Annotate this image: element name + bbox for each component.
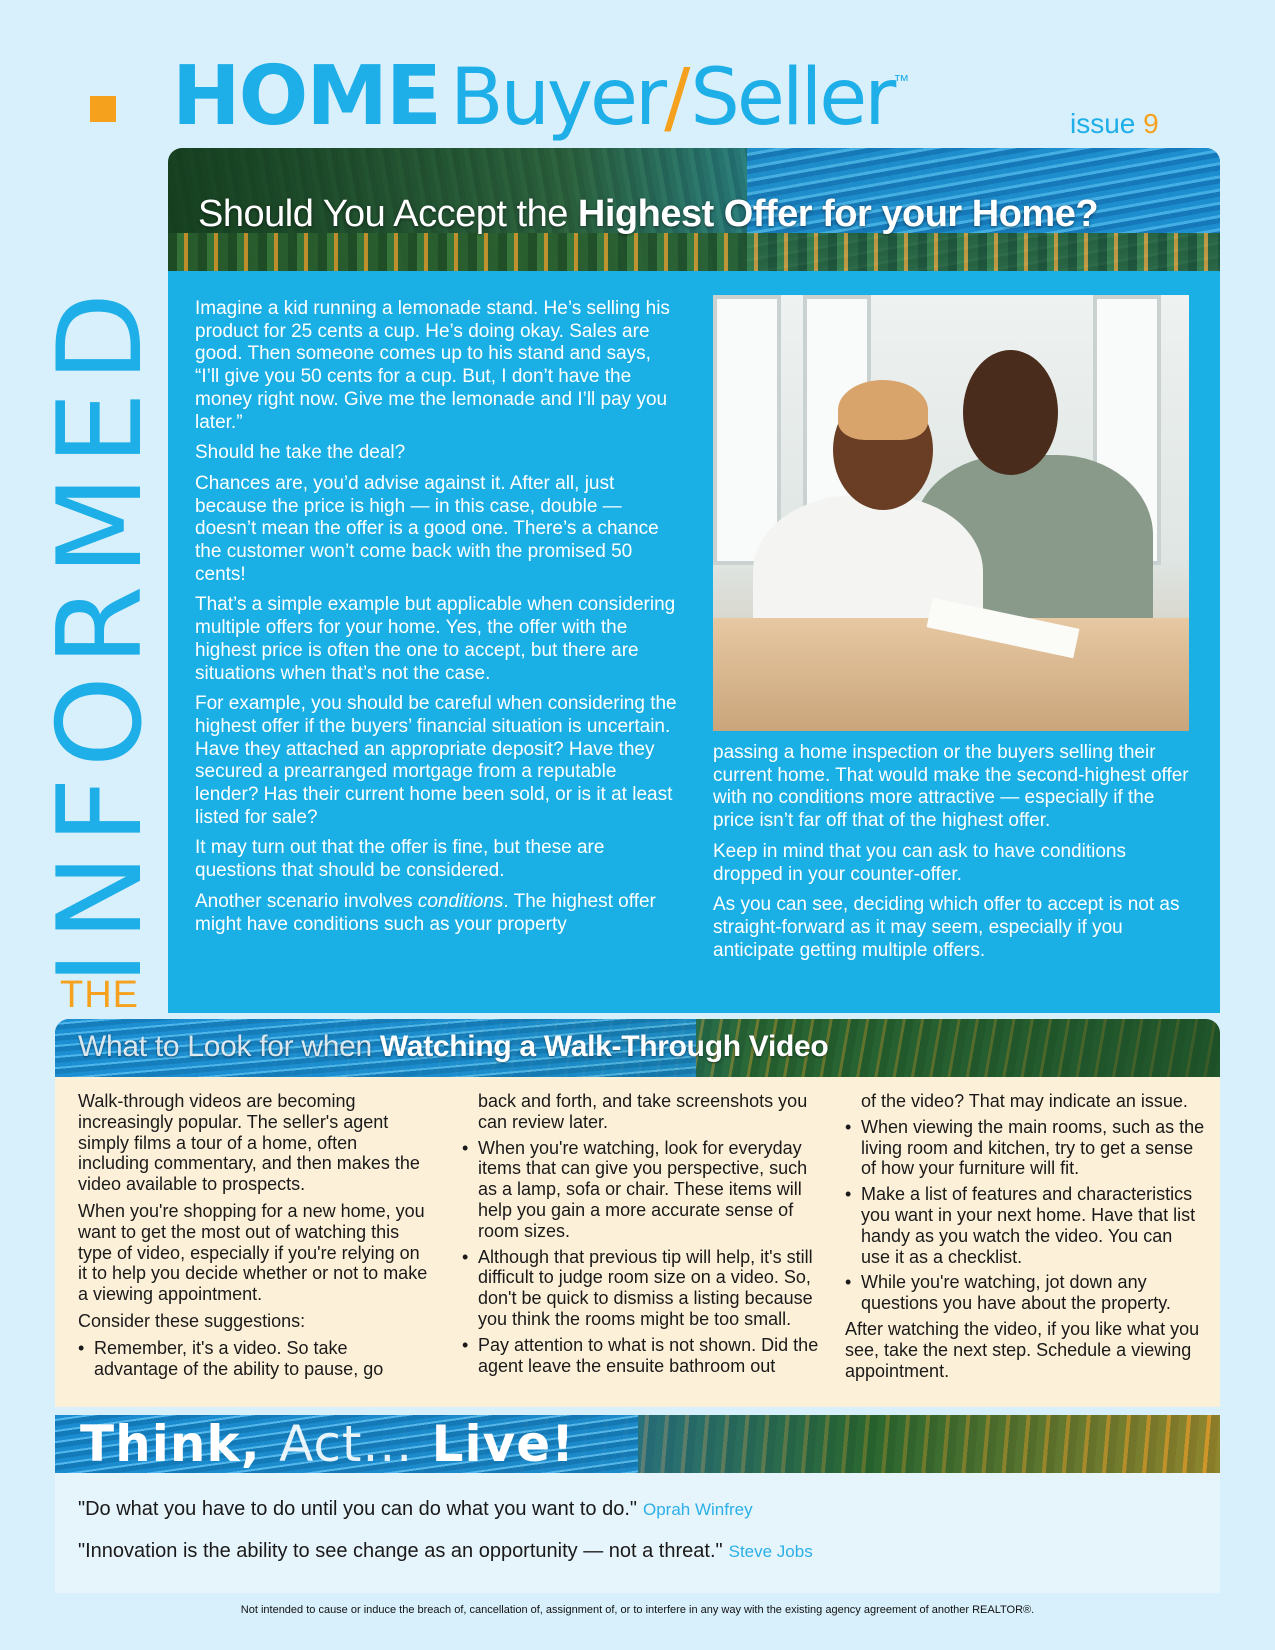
banner-trees <box>168 233 1220 271</box>
walkthrough-column-1 <box>78 1091 428 1384</box>
suggestion-item <box>462 1335 822 1377</box>
suggestion-item <box>845 1272 1205 1314</box>
think-act-live-title <box>80 1414 575 1474</box>
masthead-title <box>172 49 910 144</box>
suggestion-text: back and forth, and take screenshots you can review later. <box>478 1091 808 1132</box>
text-run: Another scenario involves <box>195 890 418 912</box>
photo-woman-hair <box>838 380 928 440</box>
walkthrough-column-3 <box>845 1091 1205 1387</box>
issue-number: 9 <box>1143 108 1159 139</box>
article-paragraph: Should he take the deal? <box>195 442 406 464</box>
suggestion-item <box>462 1138 822 1242</box>
quotes-panel <box>55 1473 1220 1593</box>
suggestion-item <box>845 1117 1205 1179</box>
suggestion-text: Make a list of features and characteristics you want in your next home. Have that list handy as you watch the video. You can use it as a checklist. <box>861 1184 1196 1267</box>
masthead-home: HOME <box>172 49 440 144</box>
walkthrough-column-2 <box>462 1091 822 1381</box>
vertical-informed: INFORMED <box>33 282 168 985</box>
quote-author: Steve Jobs <box>728 1542 813 1561</box>
suggestion-continuation <box>462 1091 822 1133</box>
quote-author: Oprah Winfrey <box>643 1500 753 1519</box>
suggestion-text: While you're watching, jot down any questions you have about the property. <box>861 1272 1171 1314</box>
suggestion-text: Pay attention to what is not shown. Did the agent leave the ensuite bathroom out <box>478 1334 819 1376</box>
trademark: ™ <box>893 73 910 90</box>
article-paragraph: Chances are, you’d advise against it. After all, just because the price is high — in this case, double — doesn’t mean the offer is a good one. There’s a chance the customer won’t come back with the promised 50 cents! <box>195 472 659 585</box>
disclaimer: Not intended to cause or induce the breach of, cancellation of, assignment of, or to interfere in any way with the existing agency agreement of another REALTOR®. <box>240 1604 1035 1616</box>
suggestion-item <box>462 1247 822 1330</box>
walkthrough-title-light: What to Look for when <box>78 1030 380 1063</box>
bullet-icon: • <box>845 1272 852 1293</box>
walkthrough-paragraph: Consider these suggestions: <box>78 1310 306 1331</box>
bullet-icon: • <box>845 1184 852 1205</box>
photo-table <box>713 618 1189 731</box>
walkthrough-title <box>78 1030 828 1064</box>
hero-title <box>198 193 1098 236</box>
suggestion-text: Remember, it's a video. So take advantage of the ability to pause, go <box>94 1337 384 1379</box>
suggestion-item <box>845 1184 1205 1267</box>
article-paragraph: passing a home inspection or the buyers selling their current home. That would make the second-highest offer with no conditions more attractive — especially if the price isn’t far off that of the highest offer. <box>713 742 1189 832</box>
article-column-1 <box>195 298 680 944</box>
walkthrough-paragraph: Walk-through videos are becoming increasingly popular. The seller's agent simply films a tour of a home, often including commentary, and then makes the video available to prospects. <box>78 1091 420 1195</box>
hero-title-bold: Highest Offer for your Home? <box>577 193 1099 235</box>
orange-square-decoration <box>90 96 116 122</box>
act-word: Act... <box>279 1415 414 1473</box>
bullet-icon: • <box>845 1116 852 1137</box>
masthead-seller: Seller <box>690 53 894 143</box>
bullet-icon: • <box>78 1337 85 1358</box>
article-paragraph <box>195 891 680 936</box>
photo-man-head <box>963 350 1058 475</box>
text-run-italic: conditions <box>417 890 504 912</box>
quote-text: "Innovation is the ability to see change as an opportunity — not a threat." <box>78 1540 723 1562</box>
article-paragraph: It may turn out that the offer is fine, but these are questions that should be considered. <box>195 837 605 882</box>
article-column-2 <box>713 742 1193 970</box>
suggestion-item <box>78 1338 428 1380</box>
walkthrough-title-bold: Watching a Walk-Through Video <box>379 1030 829 1063</box>
quote <box>78 1540 813 1563</box>
suggestion-list <box>845 1091 1205 1314</box>
walkthrough-paragraph: When you're shopping for a new home, you want to get the most out of watching this type of video, especially if you're relying on it to help you decide whether or not to make a viewing appointment. <box>78 1200 428 1305</box>
quote-text: "Do what you have to do until you can do what you want to do." <box>78 1498 637 1520</box>
bullet-icon: • <box>462 1246 469 1267</box>
the-word: THE <box>60 974 139 1016</box>
suggestion-list <box>462 1091 822 1376</box>
suggestion-text: When viewing the main rooms, such as the living room and kitchen, try to get a sense of how your furniture will fit. <box>861 1116 1205 1179</box>
suggestion-text: When you're watching, look for everyday items that can give you perspective, such as a lamp, sofa or chair. These items will help you gain a more accurate sense of room sizes. <box>478 1137 808 1241</box>
hero-title-light: Should You Accept the <box>198 193 578 235</box>
think-word: Think, <box>80 1415 280 1473</box>
suggestion-continuation <box>845 1091 1205 1112</box>
suggestion-list <box>78 1338 428 1380</box>
suggestion-text: Although that previous tip will help, it's still difficult to judge room size on a video. So, don't be quick to dismiss a listing because you think the rooms might be too small. <box>478 1246 813 1329</box>
article-paragraph: As you can see, deciding which offer to accept is not as straight-forward as it may seem, especially if you anticipate getting multiple offers. <box>713 894 1180 961</box>
suggestion-text: of the video? That may indicate an issue. <box>861 1091 1188 1111</box>
live-word: Live! <box>413 1415 575 1473</box>
quote <box>78 1498 753 1521</box>
article-paragraph: Keep in mind that you can ask to have conditions dropped in your counter-offer. <box>713 840 1126 885</box>
bullet-icon: • <box>462 1334 469 1355</box>
article-paragraph: That’s a simple example but applicable when considering multiple offers for your home. Yes, the offer with the highest price is often the one to accept, but there are situations when that’s not the case. <box>195 594 676 684</box>
couple-reviewing-documents-photo <box>713 295 1189 731</box>
bullet-icon: • <box>462 1137 469 1158</box>
text-run: . The highest offer might have conditions such as your property <box>195 890 656 935</box>
masthead-buyer: Buyer <box>449 53 665 143</box>
article-paragraph: Imagine a kid running a lemonade stand. He’s selling his product for 25 cents a cup. He’s doing okay. Sales are good. Then someone comes up to his stand and says, “I’ll give you 50 cents for a cup. But, I don’t have the money right now. Give me the lemonade and I’ll pay you later.” <box>195 298 670 433</box>
photo-window <box>713 295 781 565</box>
issue-word: issue <box>1070 108 1136 139</box>
walkthrough-closing: After watching the video, if you like what you see, take the next step. Schedule a viewing appointment. <box>845 1318 1200 1381</box>
article-paragraph: For example, you should be careful when considering the highest offer if the buyers’ financial situation is uncertain. Have they attached an appropriate deposit? Have they secured a prearranged mortgage from a reputable lender? Has their current home been sold, or is it at least listed for sale? <box>195 693 677 828</box>
masthead-slash: / <box>664 53 691 143</box>
issue-label <box>1070 108 1159 140</box>
